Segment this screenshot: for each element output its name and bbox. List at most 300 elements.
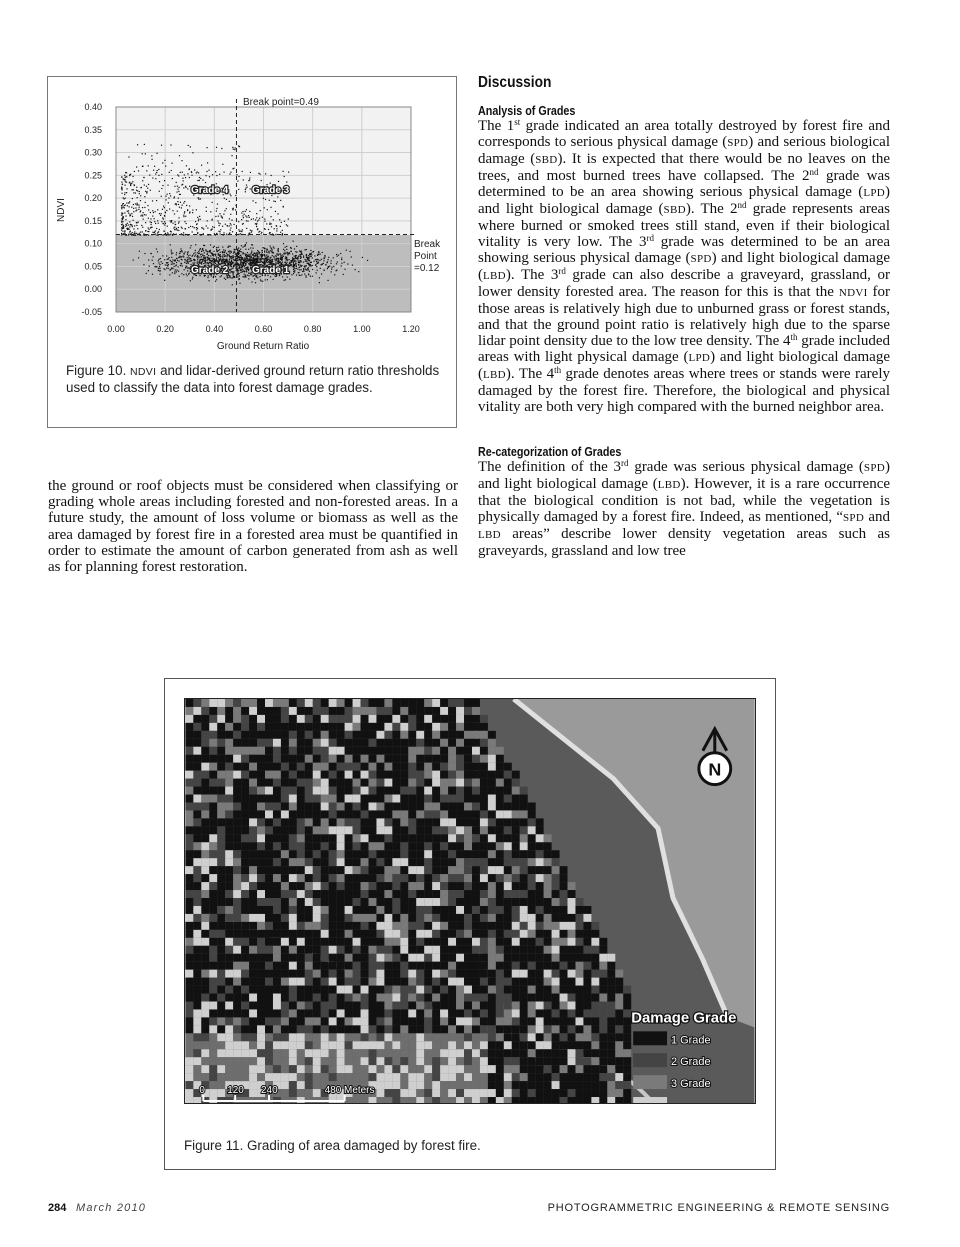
data-point xyxy=(183,253,184,254)
damage-cell xyxy=(329,866,337,874)
damage-cell xyxy=(480,826,488,834)
damage-cell xyxy=(369,962,377,970)
data-point xyxy=(161,196,162,197)
damage-cell xyxy=(384,787,392,795)
damage-cell xyxy=(313,986,321,994)
damage-cell xyxy=(201,858,209,866)
damage-cell xyxy=(289,1033,297,1041)
damage-cell xyxy=(201,978,209,986)
damage-cell xyxy=(432,1073,440,1081)
damage-cell xyxy=(528,898,536,906)
damage-cell xyxy=(313,1065,321,1073)
y-tick-label: 0.20 xyxy=(84,193,102,204)
damage-cell xyxy=(480,994,488,1002)
damage-cell xyxy=(185,978,193,986)
damage-cell xyxy=(496,1081,504,1089)
data-point xyxy=(205,259,206,260)
damage-cell xyxy=(615,1009,623,1017)
damage-cell xyxy=(520,946,528,954)
damage-cell xyxy=(273,707,281,715)
damage-cell xyxy=(225,723,233,731)
damage-cell xyxy=(337,882,345,890)
damage-cell xyxy=(265,1065,273,1073)
damage-cell xyxy=(241,731,249,739)
damage-cell xyxy=(376,1073,384,1081)
damage-cell xyxy=(623,1009,631,1017)
data-point xyxy=(220,229,221,230)
damage-cell xyxy=(257,731,265,739)
damage-cell xyxy=(369,1057,377,1065)
damage-cell xyxy=(432,898,440,906)
data-point xyxy=(123,198,124,199)
data-point xyxy=(224,251,225,252)
damage-cell xyxy=(607,978,615,986)
break-point-y-label-1: Break xyxy=(414,239,441,250)
data-point xyxy=(243,260,244,261)
data-point xyxy=(260,260,261,261)
damage-cell xyxy=(305,707,313,715)
damage-cell xyxy=(313,787,321,795)
damage-cell xyxy=(464,850,472,858)
damage-cell xyxy=(512,962,520,970)
damage-cell xyxy=(233,1025,241,1033)
data-point xyxy=(302,271,303,272)
damage-cell xyxy=(472,946,480,954)
data-point xyxy=(177,229,178,230)
data-point xyxy=(246,220,247,221)
damage-cell xyxy=(297,866,305,874)
data-point xyxy=(336,270,337,271)
data-point xyxy=(264,252,265,253)
data-point xyxy=(304,249,305,250)
data-point xyxy=(131,213,132,214)
data-point xyxy=(237,268,238,269)
data-point xyxy=(225,260,226,261)
damage-cell xyxy=(297,1073,305,1081)
damage-cell xyxy=(305,810,313,818)
damage-cell xyxy=(560,1049,568,1057)
data-point xyxy=(270,276,271,277)
damage-cell xyxy=(185,890,193,898)
damage-cell xyxy=(464,842,472,850)
damage-cell xyxy=(193,890,201,898)
data-point xyxy=(213,277,214,278)
data-point xyxy=(282,259,283,260)
damage-cell xyxy=(384,1017,392,1025)
data-point xyxy=(266,249,267,250)
data-point xyxy=(152,210,153,211)
data-point xyxy=(327,268,328,269)
data-point xyxy=(283,249,284,250)
damage-cell xyxy=(273,731,281,739)
damage-cell xyxy=(305,826,313,834)
damage-cell xyxy=(376,1017,384,1025)
damage-cell xyxy=(400,787,408,795)
data-point xyxy=(274,228,275,229)
damage-cell xyxy=(623,1081,631,1089)
damage-cell xyxy=(217,739,225,747)
damage-cell xyxy=(376,834,384,842)
damage-cell xyxy=(464,795,472,803)
data-point xyxy=(253,253,254,254)
data-point xyxy=(142,153,143,154)
damage-cell xyxy=(392,787,400,795)
damage-cell xyxy=(217,962,225,970)
damage-cell xyxy=(233,898,241,906)
damage-cell xyxy=(321,890,329,898)
damage-cell xyxy=(305,882,313,890)
damage-cell xyxy=(560,922,568,930)
damage-cell xyxy=(424,842,432,850)
damage-cell xyxy=(345,858,353,866)
damage-cell xyxy=(480,1081,488,1089)
damage-cell xyxy=(480,1049,488,1057)
data-point xyxy=(127,223,128,224)
damage-cell xyxy=(265,1025,273,1033)
data-point xyxy=(142,207,143,208)
damage-cell xyxy=(384,874,392,882)
data-point xyxy=(252,248,253,249)
damage-cell xyxy=(321,1033,329,1041)
damage-cell xyxy=(321,1065,329,1073)
data-point xyxy=(170,244,171,245)
damage-cell xyxy=(440,715,448,723)
data-point xyxy=(189,168,190,169)
damage-cell xyxy=(321,1025,329,1033)
data-point xyxy=(180,172,181,173)
damage-cell xyxy=(297,978,305,986)
damage-cell xyxy=(217,699,225,707)
data-point xyxy=(194,262,195,263)
damage-cell xyxy=(544,1033,552,1041)
damage-cell xyxy=(217,890,225,898)
damage-cell xyxy=(568,1081,576,1089)
data-point xyxy=(253,257,254,258)
damage-cell xyxy=(345,874,353,882)
damage-cell xyxy=(321,874,329,882)
damage-cell xyxy=(369,842,377,850)
damage-cell xyxy=(353,946,361,954)
data-point xyxy=(268,252,269,253)
damage-cell xyxy=(297,1033,305,1041)
damage-cell xyxy=(583,1009,591,1017)
damage-cell xyxy=(552,1017,560,1025)
data-point xyxy=(343,274,344,275)
damage-cell xyxy=(392,930,400,938)
damage-cell xyxy=(281,1081,289,1089)
data-point xyxy=(229,251,230,252)
damage-cell xyxy=(440,1057,448,1065)
damage-cell xyxy=(552,1057,560,1065)
data-point xyxy=(124,192,125,193)
data-point xyxy=(158,169,159,170)
damage-cell xyxy=(281,906,289,914)
damage-cell xyxy=(273,771,281,779)
data-point xyxy=(273,252,274,253)
data-point xyxy=(187,252,188,253)
data-point xyxy=(236,174,237,175)
damage-cell xyxy=(440,1081,448,1089)
damage-cell xyxy=(265,731,273,739)
data-point xyxy=(146,192,147,193)
damage-cell xyxy=(591,930,599,938)
data-point xyxy=(201,254,202,255)
data-point xyxy=(250,253,251,254)
damage-cell xyxy=(353,906,361,914)
damage-cell xyxy=(265,747,273,755)
damage-cell xyxy=(496,1049,504,1057)
data-point xyxy=(277,213,278,214)
damage-cell xyxy=(448,795,456,803)
data-point xyxy=(303,271,304,272)
data-point xyxy=(135,207,136,208)
damage-cell xyxy=(345,779,353,787)
damage-cell xyxy=(536,1049,544,1057)
data-point xyxy=(242,229,243,230)
data-point xyxy=(122,221,123,222)
damage-cell xyxy=(305,747,313,755)
data-point xyxy=(165,166,166,167)
damage-cell xyxy=(440,866,448,874)
data-point xyxy=(228,277,229,278)
data-point xyxy=(214,262,215,263)
damage-cell xyxy=(560,1025,568,1033)
damage-cell xyxy=(201,818,209,826)
data-point xyxy=(174,259,175,260)
damage-cell xyxy=(480,858,488,866)
damage-cell xyxy=(185,707,193,715)
data-point xyxy=(337,261,338,262)
data-point xyxy=(254,260,255,261)
damage-cell xyxy=(384,842,392,850)
damage-cell xyxy=(329,1025,337,1033)
data-point xyxy=(288,172,289,173)
damage-cell xyxy=(273,818,281,826)
damage-cell xyxy=(575,962,583,970)
data-point xyxy=(136,225,137,226)
data-point xyxy=(161,188,162,189)
data-point xyxy=(234,251,235,252)
data-point xyxy=(205,260,206,261)
damage-cell xyxy=(233,715,241,723)
damage-cell xyxy=(281,866,289,874)
damage-cell xyxy=(257,978,265,986)
damage-cell xyxy=(607,1033,615,1041)
data-point xyxy=(174,229,175,230)
damage-cell xyxy=(257,834,265,842)
data-point xyxy=(144,196,145,197)
damage-cell xyxy=(536,882,544,890)
damage-cell xyxy=(512,1017,520,1025)
data-point xyxy=(230,195,231,196)
damage-cell xyxy=(185,866,193,874)
data-point xyxy=(121,234,122,235)
data-point xyxy=(171,253,172,254)
data-point xyxy=(248,260,249,261)
damage-cell xyxy=(583,962,591,970)
damage-cell xyxy=(376,1081,384,1089)
data-point xyxy=(331,271,332,272)
damage-cell xyxy=(369,1049,377,1057)
damage-cell xyxy=(273,898,281,906)
damage-cell xyxy=(599,1057,607,1065)
damage-cell xyxy=(416,1089,424,1097)
damage-cell xyxy=(472,922,480,930)
damage-cell xyxy=(448,723,456,731)
damage-cell xyxy=(273,906,281,914)
damage-cell xyxy=(408,810,416,818)
damage-cell xyxy=(575,1017,583,1025)
damage-cell xyxy=(241,946,249,954)
damage-cell xyxy=(249,771,257,779)
data-point xyxy=(184,262,185,263)
damage-cell xyxy=(193,1057,201,1065)
damage-cell xyxy=(615,1002,623,1010)
damage-cell xyxy=(329,739,337,747)
damage-cell xyxy=(536,930,544,938)
data-point xyxy=(179,155,180,156)
damage-cell xyxy=(257,1033,265,1041)
data-point xyxy=(229,269,230,270)
data-point xyxy=(205,261,206,262)
data-point xyxy=(260,174,261,175)
data-point xyxy=(121,227,122,228)
data-point xyxy=(139,251,140,252)
data-point xyxy=(199,261,200,262)
data-point xyxy=(259,218,260,219)
data-point xyxy=(131,189,132,190)
damage-cell xyxy=(456,802,464,810)
damage-cell xyxy=(408,1089,416,1097)
data-point xyxy=(242,246,243,247)
damage-cell xyxy=(273,970,281,978)
data-point xyxy=(246,209,247,210)
damage-cell xyxy=(496,802,504,810)
damage-cell xyxy=(416,1017,424,1025)
damage-cell xyxy=(416,723,424,731)
damage-cell xyxy=(233,802,241,810)
damage-cell xyxy=(273,994,281,1002)
damage-cell xyxy=(432,1017,440,1025)
damage-cell xyxy=(615,1081,623,1089)
data-point xyxy=(358,271,359,272)
damage-cell xyxy=(424,755,432,763)
damage-cell xyxy=(392,826,400,834)
data-point xyxy=(133,228,134,229)
data-point xyxy=(121,187,122,188)
damage-cell xyxy=(552,898,560,906)
damage-cell xyxy=(249,898,257,906)
data-point xyxy=(233,224,234,225)
damage-cell xyxy=(456,707,464,715)
damage-cell xyxy=(305,1057,313,1065)
damage-cell xyxy=(193,930,201,938)
damage-cell xyxy=(480,1073,488,1081)
y-tick-label: 0.10 xyxy=(84,238,102,249)
damage-cell xyxy=(273,890,281,898)
data-point xyxy=(312,276,313,277)
damage-cell xyxy=(313,1049,321,1057)
data-point xyxy=(283,256,284,257)
damage-cell xyxy=(209,747,217,755)
damage-cell xyxy=(599,986,607,994)
damage-cell xyxy=(297,723,305,731)
damage-cell xyxy=(273,874,281,882)
damage-cell xyxy=(416,1081,424,1089)
data-point xyxy=(151,155,152,156)
damage-cell xyxy=(249,1049,257,1057)
damage-cell xyxy=(544,946,552,954)
damage-cell xyxy=(384,1033,392,1041)
damage-cell xyxy=(241,850,249,858)
data-point xyxy=(136,166,137,167)
data-point xyxy=(224,210,225,211)
data-point xyxy=(238,273,239,274)
damage-cell xyxy=(305,874,313,882)
data-point xyxy=(151,222,152,223)
damage-cell xyxy=(265,771,273,779)
damage-cell xyxy=(241,715,249,723)
data-point xyxy=(193,253,194,254)
damage-cell xyxy=(265,954,273,962)
damage-cell xyxy=(329,994,337,1002)
data-point xyxy=(219,249,220,250)
damage-cell xyxy=(408,890,416,898)
data-point xyxy=(154,266,155,267)
damage-cell xyxy=(456,818,464,826)
damage-cell xyxy=(337,1057,345,1065)
damage-cell xyxy=(520,962,528,970)
damage-cell xyxy=(361,946,369,954)
damage-cell xyxy=(201,1041,209,1049)
damage-cell xyxy=(504,1002,512,1010)
data-point xyxy=(249,260,250,261)
data-point xyxy=(286,181,287,182)
damage-cell xyxy=(432,994,440,1002)
data-point xyxy=(158,259,159,260)
data-point xyxy=(242,252,243,253)
damage-cell xyxy=(249,1009,257,1017)
data-point xyxy=(269,233,270,234)
damage-cell xyxy=(552,850,560,858)
damage-cell xyxy=(376,1033,384,1041)
damage-cell xyxy=(361,1002,369,1010)
data-point xyxy=(190,146,191,147)
data-point xyxy=(192,255,193,256)
damage-cell xyxy=(361,1009,369,1017)
data-point xyxy=(244,271,245,272)
data-point xyxy=(121,220,122,221)
damage-cell xyxy=(512,771,520,779)
damage-cell xyxy=(512,810,520,818)
data-point xyxy=(245,275,246,276)
damage-cell xyxy=(480,810,488,818)
damage-cell xyxy=(345,731,353,739)
data-point xyxy=(129,221,130,222)
damage-cell xyxy=(552,1073,560,1081)
damage-cell xyxy=(361,802,369,810)
damage-cell xyxy=(281,1057,289,1065)
damage-cell xyxy=(504,882,512,890)
damage-cell xyxy=(504,938,512,946)
data-point xyxy=(194,252,195,253)
damage-cell xyxy=(424,922,432,930)
damage-cell xyxy=(225,802,233,810)
damage-cell xyxy=(353,922,361,930)
damage-cell xyxy=(544,898,552,906)
damage-cell xyxy=(345,1002,353,1010)
data-point xyxy=(140,232,141,233)
